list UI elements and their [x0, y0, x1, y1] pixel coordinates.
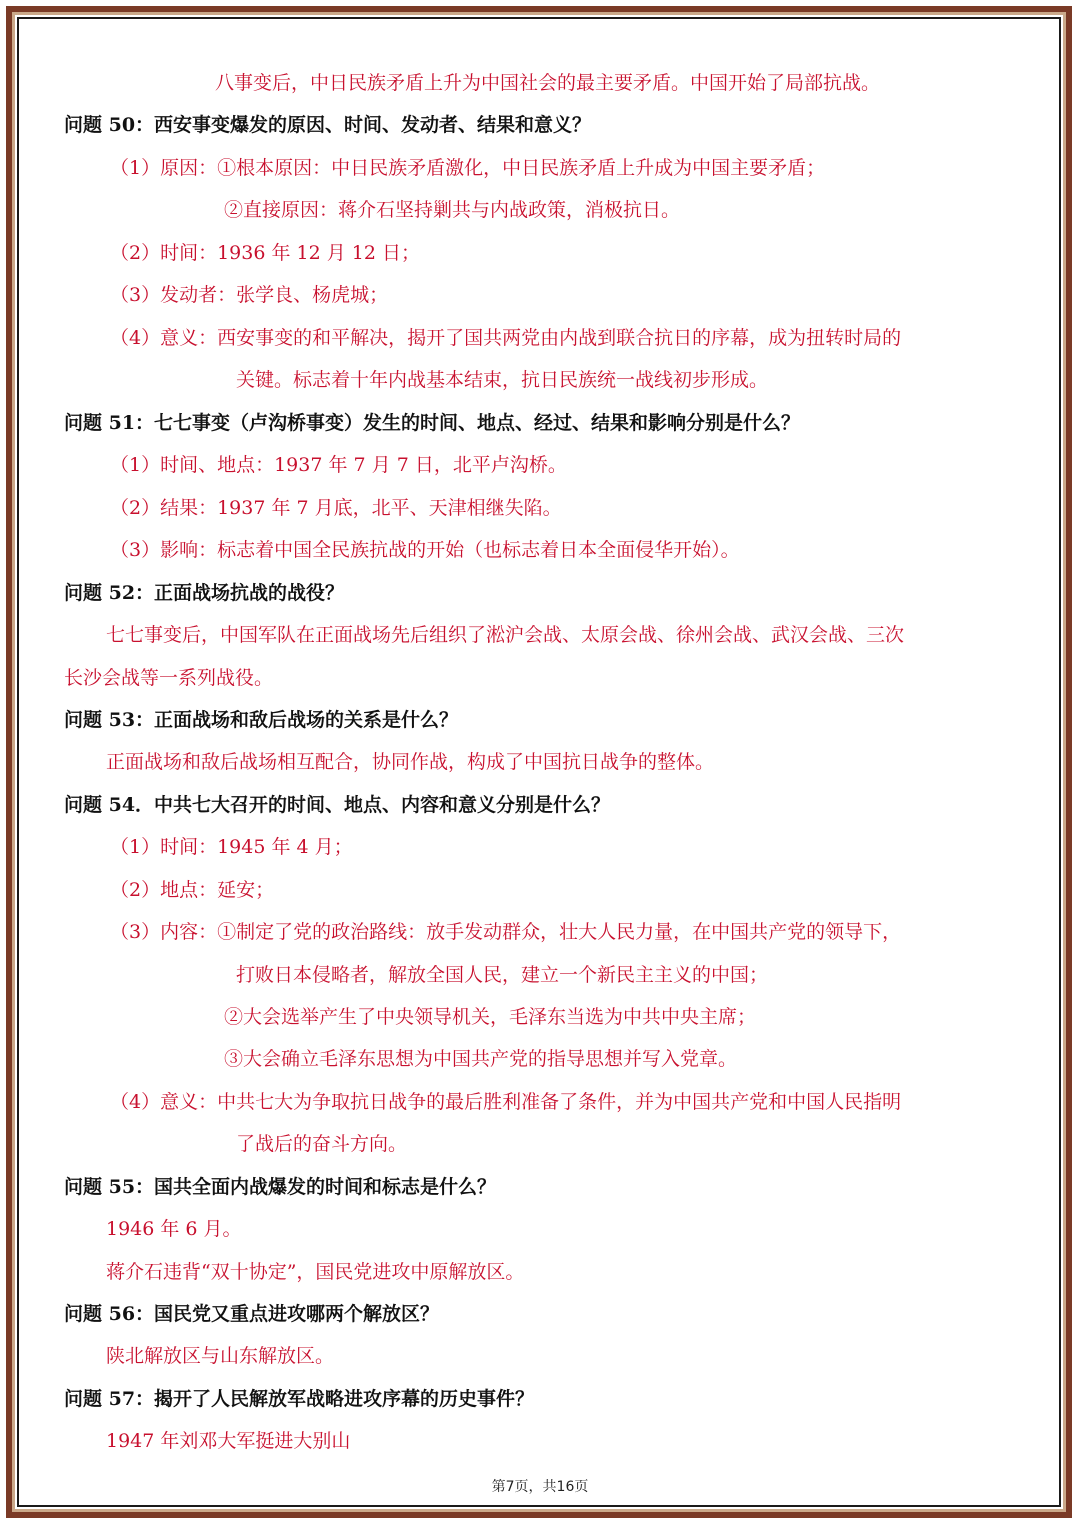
answer-line: 蒋介石违背“双十协定”，国民党进攻中原解放区。 — [106, 1261, 525, 1283]
question-54: 问题 54．中共七大召开的时间、地点、内容和意义分别是什么？ — [64, 794, 611, 816]
answer-line: ②直接原因：蒋介石坚持剿共与内战政策，消极抗日。 — [224, 199, 681, 221]
answer-line: （4）意义：西安事变的和平解决，揭开了国共两党由内战到联合抗日的序幕，成为扭转时局的 — [110, 327, 902, 349]
answer-line: （2）地点：延安； — [110, 879, 275, 901]
answer-line: 陕北解放区与山东解放区。 — [106, 1345, 335, 1367]
answer-line: （3）影响：标志着中国全民族抗战的开始（也标志着日本全面侵华开始）。 — [110, 539, 740, 561]
answer-line: 长沙会战等一系列战役。 — [64, 667, 274, 689]
answer-line: （1）时间、地点：1937 年 7 月 7 日，北平卢沟桥。 — [110, 454, 567, 476]
answer-line: ②大会选举产生了中央领导机关，毛泽东当选为中共中央主席； — [224, 1006, 757, 1028]
question-53: 问题 53：正面战场和敌后战场的关系是什么？ — [64, 709, 459, 731]
answer-line: 八事变后，中日民族矛盾上升为中国社会的最主要矛盾。中国开始了局部抗战。 — [215, 72, 881, 94]
question-57: 问题 57：揭开了人民解放军战略进攻序幕的历史事件？ — [64, 1388, 535, 1410]
answer-line: 1946 年 6 月。 — [106, 1218, 242, 1240]
answer-line: （3）内容：①制定了党的政治路线：放手发动群众，壮大人民力量，在中国共产党的领导下， — [110, 921, 902, 943]
answer-line: 七七事变后，中国军队在正面战场先后组织了淞沪会战、太原会战、徐州会战、武汉会战、三次 — [106, 624, 905, 646]
answer-line: （1）时间：1945 年 4 月； — [110, 836, 353, 858]
answer-line: 正面战场和敌后战场相互配合，协同作战，构成了中国抗日战争的整体。 — [106, 751, 715, 773]
answer-line: 关键。标志着十年内战基本结束，抗日民族统一战线初步形成。 — [236, 369, 769, 391]
question-50: 问题 50：西安事变爆发的原因、时间、发动者、结果和意义？ — [64, 114, 592, 136]
answer-line: （4）意义：中共七大为争取抗日战争的最后胜利准备了条件，并为中国共产党和中国人民指明 — [110, 1091, 902, 1113]
answer-line: （2）时间：1936 年 12 月 12 日； — [110, 242, 420, 264]
question-51: 问题 51：七七事变（卢沟桥事变）发生的时间、地点、经过、结果和影响分别是什么？ — [64, 412, 801, 434]
answer-line: （1）原因：①根本原因：中日民族矛盾激化，中日民族矛盾上升成为中国主要矛盾； — [110, 157, 826, 179]
answer-line: 了战后的奋斗方向。 — [236, 1133, 408, 1155]
answer-line: （3）发动者：张学良、杨虎城； — [110, 284, 389, 306]
question-56: 问题 56：国民党又重点进攻哪两个解放区？ — [64, 1303, 440, 1325]
question-52: 问题 52：正面战场抗战的战役？ — [64, 582, 345, 604]
answer-line: （2）结果：1937 年 7 月底，北平、天津相继失陷。 — [110, 497, 562, 519]
answer-line: 1947 年刘邓大军挺进大别山 — [106, 1430, 351, 1452]
question-55: 问题 55：国共全面内战爆发的时间和标志是什么？ — [64, 1176, 497, 1198]
answer-line: ③大会确立毛泽东思想为中国共产党的指导思想并写入党章。 — [224, 1048, 738, 1070]
page-number-footer: 第7页，共16页 — [491, 1479, 589, 1495]
answer-line: 打败日本侵略者，解放全国人民，建立一个新民主主义的中国； — [236, 964, 769, 986]
